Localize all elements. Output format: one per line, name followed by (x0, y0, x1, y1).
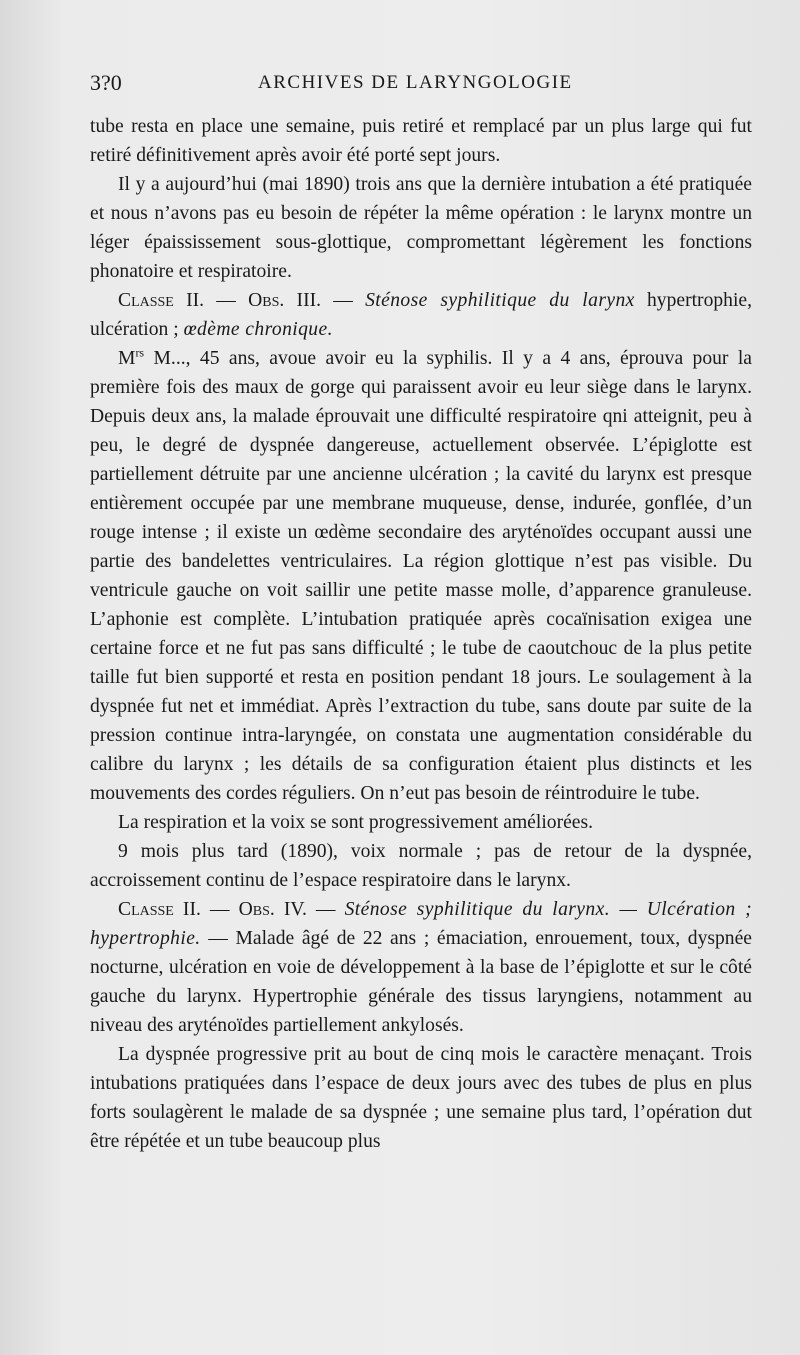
honorific: M (118, 348, 136, 369)
observation-title: Sténose syphilitique du larynx (365, 290, 635, 311)
obs-label: Obs. III. (248, 290, 322, 311)
paragraph-case-description (90, 344, 752, 808)
paragraph-dyspnea-progression: La dyspnée progressive prit au bout de cinq mois le caractère menaçant. Trois intubations pratiquées dans l’espace de deux jours avec des tubes de plus en plus forts soulagèrent le malade de sa dyspnée ; une semaine plus tard, l’opération dut être répétée et un tube beaucoup plus (90, 1044, 752, 1152)
running-title: ARCHIVES DE LARYNGOLOGIE (258, 72, 573, 93)
dash: — (200, 899, 239, 920)
observation-text: — Malade âgé de 22 ans ; émaciation, enrouement, toux, dyspnée nocturne, ulcération en voie de développement à la base de l’épiglotte et sur le côté gauche du larynx. Hypertrophie générale des tissus laryngiens, notamment au niveau des aryténoïdes partiellement ankylosés. (90, 928, 752, 1036)
paragraph-continuation: tube resta en place une semaine, puis retiré et remplacé par un plus large qui fut retiré définitivement après avoir été porté sept jours. (90, 116, 752, 166)
body-text (90, 112, 752, 1156)
obs-label: Obs. IV. (238, 899, 307, 920)
honorific-superscript: rs (135, 345, 145, 360)
observation-subtitle: hypertrophie, ulcération ; (90, 290, 753, 340)
observation-heading-iii (90, 286, 752, 344)
paragraph-followup: 9 mois plus tard (1890), voix normale ; pas de retour de la dyspnée, accroissement continu de l’espace respiratoire dans le larynx. (90, 841, 752, 891)
dash: — (321, 290, 366, 311)
dash: — (306, 899, 345, 920)
classe-label: Classe II. (118, 899, 201, 920)
page-number: 3?0 (90, 70, 122, 95)
dash: — (204, 290, 249, 311)
page-header (90, 70, 750, 100)
paragraph-improvement: La respiration et la voix se sont progressivement améliorées. (118, 812, 594, 833)
paragraph-intubation-history: Il y a aujourd’hui (mai 1890) trois ans que la dernière intubation a été pratiquée et nous n’avons pas eu besoin de répéter la même opération : le larynx montre un léger épaississement sous-glottique, compromettant légèrement les fonctions phonatoire et respiratoire. (90, 174, 752, 282)
observation-title: Sténose syphilitique du larynx. — Ulcération ; hypertrophie. (90, 899, 753, 949)
observation-subtitle-italic: œdème chronique. (183, 319, 333, 340)
observation-heading-iv (90, 895, 752, 1040)
case-text: M..., 45 ans, avoue avoir eu la syphilis. Il y a 4 ans, éprouva pour la première fois des maux de gorge qui paraissent avoir eu leur siège dans le larynx. Depuis deux ans, la malade éprouvait une difficulté respiratoire qni atteignit, peu à peu, le degré de dyspnée dangereuse, actuellement observée. L’épiglotte est partiellement détruite par une ancienne ulcération ; la cavité du larynx est presque entièrement occupée par une membrane muqueuse, dense, indurée, gonflée, d’un rouge intense ; il existe un œdème secondaire des aryténoïdes occupant aussi une partie des bandelettes ventriculaires. La région glottique n’est pas visible. Du ventricule gauche on voit saillir une petite masse molle, d’apparence granuleuse. L’aphonie est complète. L’intubation pratiquée après cocaïnisation exigea une certaine force et ne fut pas sans difficulté ; le tube de caoutchouc de la plus petite taille fut bien supporté et resta en position pendant 18 jours. Le soulagement à la dyspnée fut net et immédiat. Après l’extraction du tube, sans doute par suite de la pression continue intra-laryngée, on constata une augmentation considérable du calibre du larynx ; les détails de sa configuration étaient plus distincts et les mouvements des cordes réguliers. On n’eut pas besoin de réintroduire le tube. (90, 348, 752, 804)
classe-label: Classe II. (118, 290, 205, 311)
